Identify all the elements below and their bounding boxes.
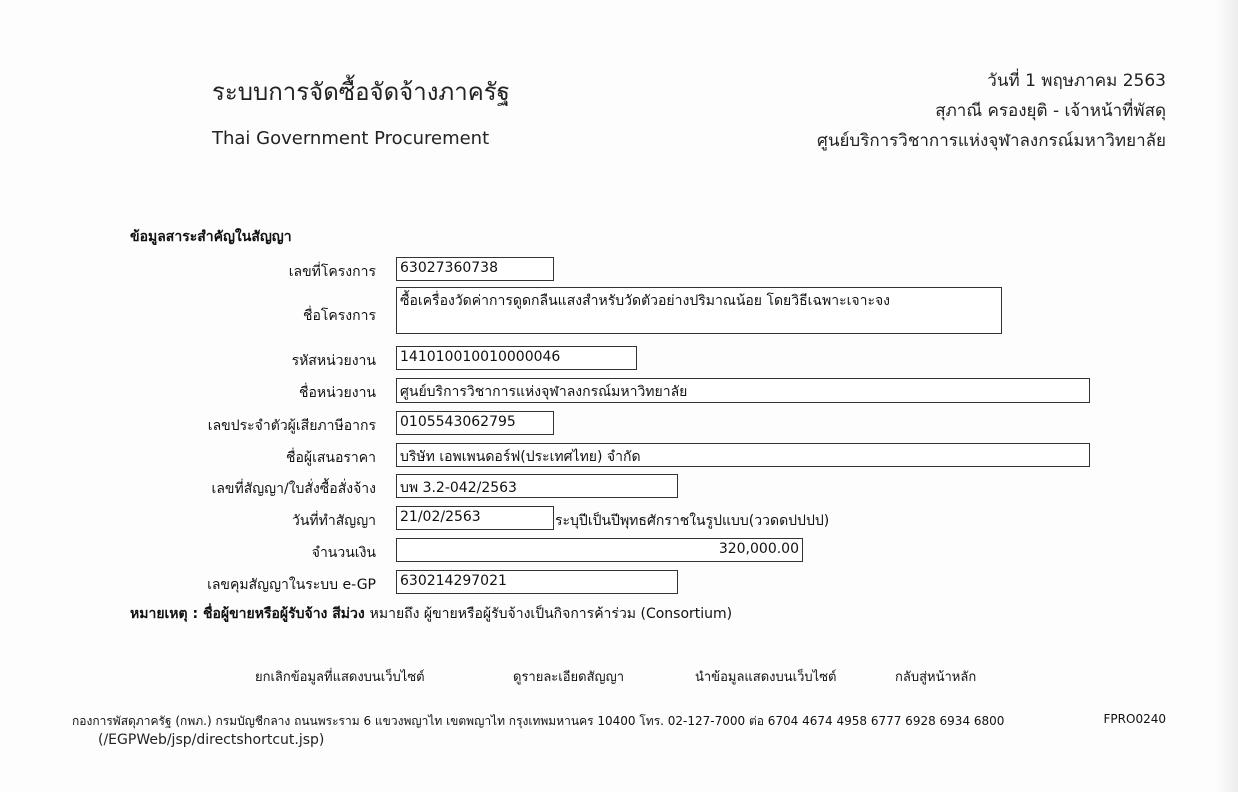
publish-link[interactable]: นำข้อมูลแสดงบนเว็บไซต์ [695,670,837,685]
egp-control-label: เลขคุมสัญญาในระบบ e-GP [207,577,376,593]
header-officer: สุภาณี ครองยุติ - เจ้าหน้าที่พัสดุ [935,101,1166,121]
header-date: วันที่ 1 พฤษภาคม 2563 [987,71,1166,91]
project-no-label: เลขที่โครงการ [288,264,376,280]
agency-name-label: ชื่อหน่วยงาน [298,385,376,401]
remark-highlight: สีม่วง [332,606,365,622]
header-info [817,66,1166,156]
header-organization: ศูนย์บริการวิชาการแห่งจุฬาลงกรณ์มหาวิทยาลัย [817,131,1166,151]
scan-page-edge [1216,0,1238,792]
bidder-name-field[interactable]: บริษัท เอพเพนดอร์ฟ(ประเทศไทย) จำกัด [396,443,1090,467]
tax-id-field[interactable]: 0105543062795 [396,411,554,435]
section-title: ข้อมูลสาระสำคัญในสัญญา [130,229,292,245]
egp-control-field[interactable]: 630214297021 [396,570,678,594]
remark-suffix: หมายถึง ผู้ขายหรือผู้รับจ้างเป็นกิจการค้าร่วม (Consortium) [369,606,733,622]
footer-path: (/EGPWeb/jsp/directshortcut.jsp) [98,732,325,748]
project-name-field[interactable]: ซื้อเครื่องวัดค่าการดูดกลืนแสงสำหรับวัดตัวอย่างปริมาณน้อย โดยวิธีเฉพาะเจาะจง [396,287,1002,334]
bidder-name-label: ชื่อผู้เสนอราคา [285,450,376,466]
footer-address: กองการพัสดุภาครัฐ (กพภ.) กรมบัญชีกลาง ถนนพระราม 6 แขวงพญาไท เขตพญาไท กรุงเทพมหานคร 10400 โทร. 02-127-7000 ต่อ 6704 4674 4958 6777 6928 6934 6800 [72,714,1005,728]
remark [130,603,732,625]
contract-date-hint: ระบุปีเป็นปีพุทธศักราชในรูปแบบ(ววดดปปปป) [555,513,830,529]
system-subtitle: Thai Government Procurement [212,128,490,149]
tax-id-label: เลขประจำตัวผู้เสียภาษีอากร [207,418,376,434]
system-title: ระบบการจัดซื้อจัดจ้างภาครัฐ [212,78,510,106]
contract-date-label: วันที่ทำสัญญา [291,513,376,529]
cancel-link[interactable]: ยกเลิกข้อมูลที่แสดงบนเว็บไซต์ [255,670,425,685]
home-link[interactable]: กลับสู่หน้าหลัก [895,670,977,685]
details-link[interactable]: ดูรายละเอียดสัญญา [513,670,624,685]
project-no-field[interactable]: 63027360738 [396,257,554,281]
contract-no-label: เลขที่สัญญา/ใบสั่งซื้อสั่งจ้าง [211,481,376,497]
remark-prefix: หมายเหตุ : ชื่อผู้ขายหรือผู้รับจ้าง [130,606,328,622]
agency-name-field[interactable]: ศูนย์บริการวิชาการแห่งจุฬาลงกรณ์มหาวิทยาลัย [396,378,1090,403]
amount-label: จำนวนเงิน [311,545,376,561]
agency-code-label: รหัสหน่วยงาน [291,353,376,369]
contract-date-field[interactable]: 21/02/2563 [396,506,554,530]
amount-field[interactable]: 320,000.00 [396,538,803,562]
project-name-label: ชื่อโครงการ [302,308,376,324]
contract-no-field[interactable]: บพ 3.2-042/2563 [396,474,678,498]
agency-code-field[interactable]: 141010010010000046 [396,346,637,370]
footer-code: FPRO0240 [1103,712,1166,726]
